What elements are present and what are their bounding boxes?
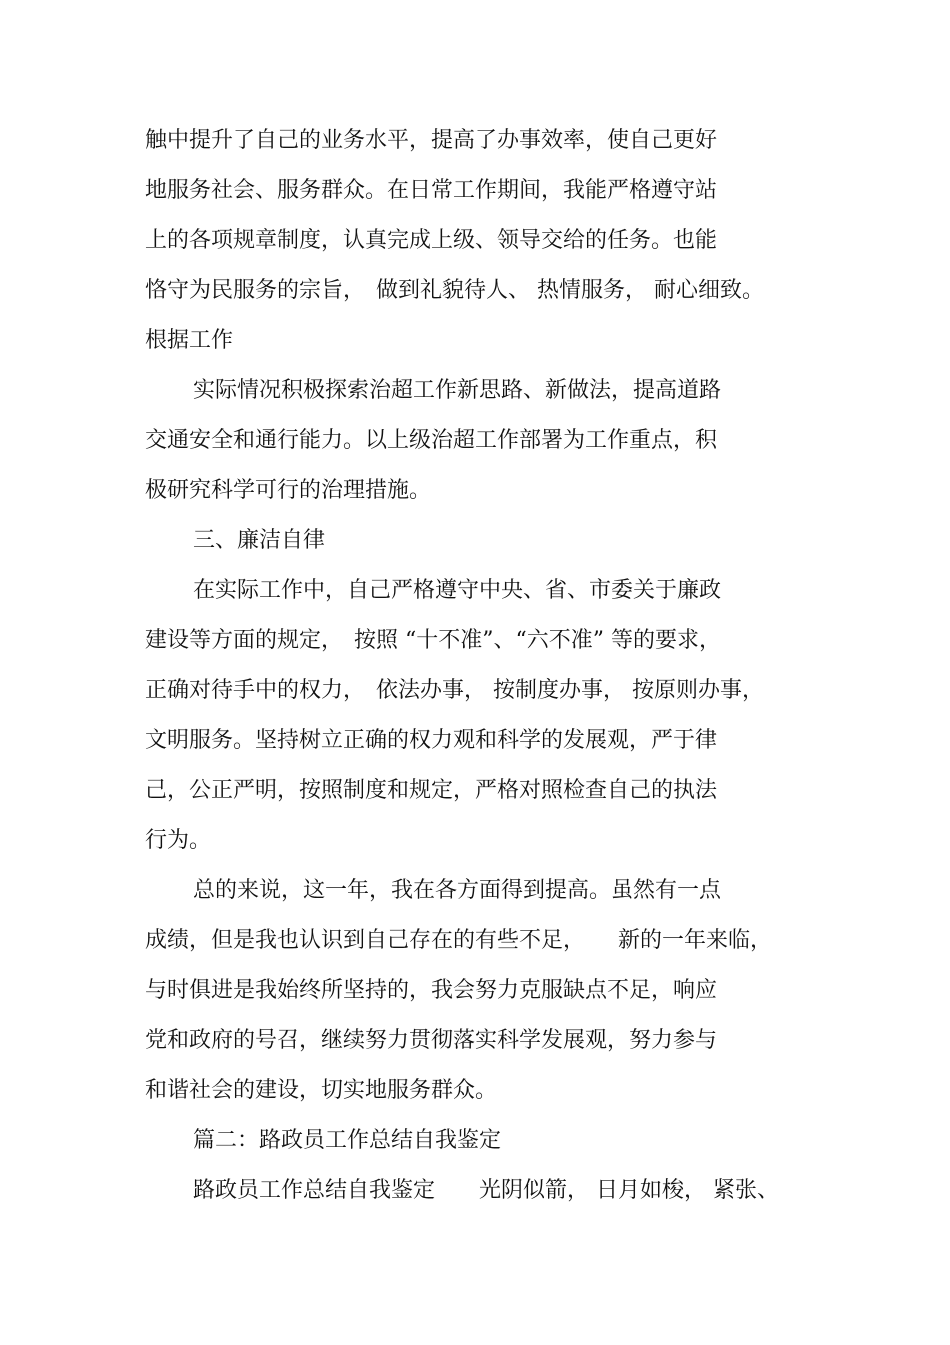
text-line: 和谐社会的建设，切实地服务群众。 (145, 1078, 498, 1103)
text-line: 地服务社会、服务群众。在日常工作期间，我能严格遵守站 (145, 178, 718, 203)
text-line: 与时俱进是我始终所坚持的，我会努力克服缺点不足，响应 (145, 978, 718, 1003)
paragraph-start-line: 路政员工作总结自我鉴定 光阴似箭， 日月如梭， 紧张、 (193, 1178, 779, 1203)
text-line: 建设等方面的规定， 按照 “十不准”、“六不准” 等的要求， (145, 628, 721, 653)
text-line: 行为。 (145, 828, 212, 853)
text-line: 党和政府的号召，继续努力贯彻落实科学发展观，努力参与 (145, 1028, 718, 1053)
paragraph-start-line: 总的来说，这一年，我在各方面得到提高。虽然有一点 (193, 878, 722, 903)
paragraph-start-line: 在实际工作中，自己严格遵守中央、省、市委关于廉政 (193, 578, 722, 603)
text-line: 根据工作 (145, 328, 234, 353)
text-line: 触中提升了自己的业务水平，提高了办事效率，使自己更好 (145, 128, 718, 153)
text-line: 正确对待手中的权力， 依法办事， 按制度办事， 按原则办事， (145, 678, 764, 703)
paragraph-start-line: 实际情况积极探索治超工作新思路、新做法，提高道路 (193, 378, 722, 403)
section-heading: 三、廉洁自律 (193, 528, 326, 553)
text-line: 恪守为民服务的宗旨， 做到礼貌待人、 热情服务， 耐心细致。 (145, 278, 764, 303)
article-heading: 篇二：路政员工作总结自我鉴定 (193, 1128, 502, 1153)
text-line: 文明服务。坚持树立正确的权力观和科学的发展观，严于律 (145, 728, 718, 753)
text-line: 成绩，但是我也认识到自己存在的有些不足， 新的一年来临， (145, 928, 773, 953)
text-line: 己，公正严明，按照制度和规定，严格对照检查自己的执法 (145, 778, 718, 803)
text-line: 极研究科学可行的治理措施。 (145, 478, 432, 503)
text-line: 上的各项规章制度，认真完成上级、领导交给的任务。也能 (145, 228, 718, 253)
text-line: 交通安全和通行能力。以上级治超工作部署为工作重点，积 (145, 428, 718, 453)
